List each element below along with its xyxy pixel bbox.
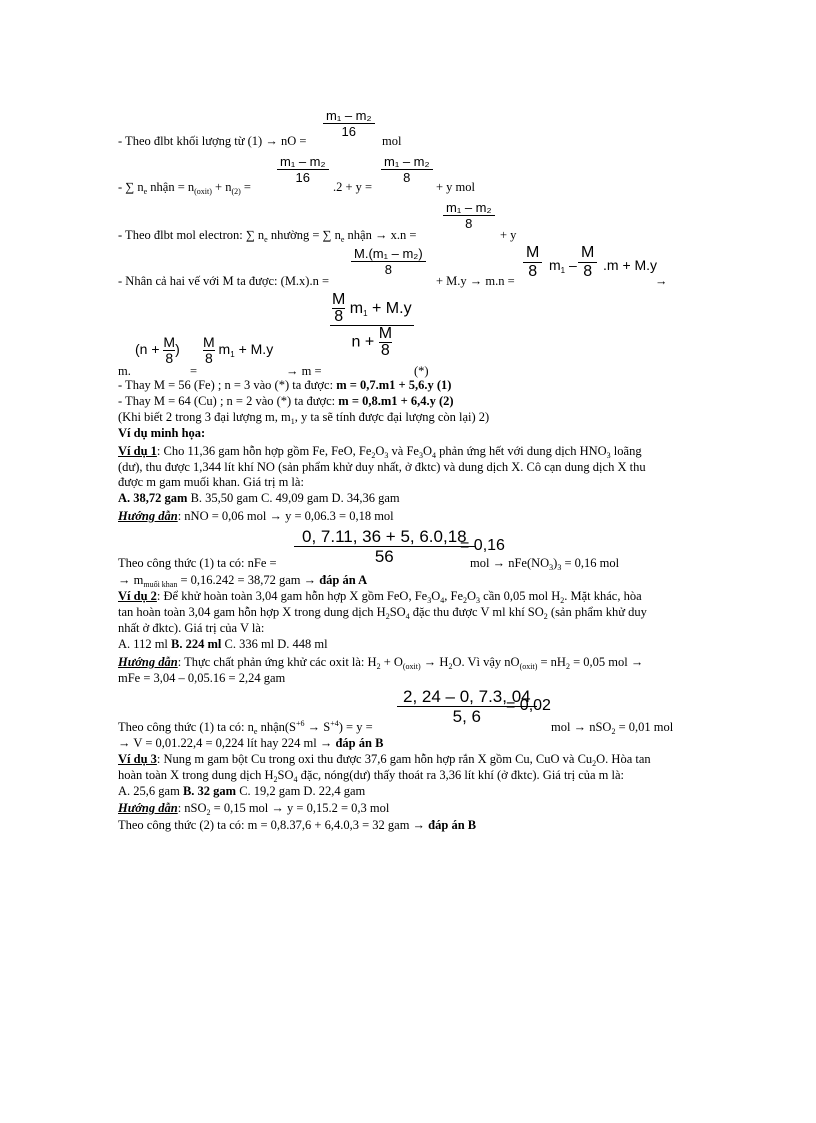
example-1-formula — [118, 556, 277, 571]
sub: 1 — [363, 308, 368, 318]
fraction-numerator: m₁ – m₂ — [277, 154, 329, 170]
text: = 0,16 — [460, 537, 505, 554]
text: mol — [382, 134, 402, 148]
text: . Mặt khác, hòa — [564, 589, 642, 603]
guide-label: Hướng dẫn — [118, 509, 178, 523]
fraction-big-formula — [330, 292, 414, 359]
text: : — [201, 426, 206, 440]
sub: 2 — [206, 808, 211, 817]
example-1-result — [118, 573, 367, 588]
guide-label: Hướng dẫn — [118, 801, 178, 815]
fraction-denominator: 16 — [295, 170, 310, 185]
line-multiply-M — [118, 274, 329, 289]
fraction-denominator: 8 — [528, 263, 538, 280]
fraction-m1-m2-over-8-b — [443, 200, 495, 231]
text: O. Vì vậy nO — [452, 655, 520, 669]
fraction-denominator: 5, 6 — [452, 707, 481, 726]
text: = nH — [537, 655, 566, 669]
example-label: Ví dụ 2 — [118, 589, 157, 603]
example-1-line-3 — [118, 475, 304, 490]
fraction-denominator: 8 — [403, 170, 411, 185]
fraction-m1-m2-over-8 — [381, 154, 433, 185]
text-arrow-m — [286, 364, 322, 379]
example-2-formula — [118, 720, 373, 735]
text: = — [240, 180, 251, 194]
line-note — [118, 410, 489, 425]
text: Theo công thức (1) ta có: nFe = — [118, 556, 277, 570]
sub: 1 — [560, 266, 566, 275]
text: = 0,16 mol — [561, 556, 620, 570]
answer-correct: A. 38,72 gam — [118, 491, 188, 505]
arrow-right — [655, 274, 668, 289]
text: = 0,16.242 = 38,72 gam → — [177, 573, 320, 587]
expression-n-plus-M8: (n + $\frac{M}{8}$ ) — [135, 334, 180, 366]
text: O — [375, 444, 385, 458]
text: Theo công thức (2) ta có: m = 0,8.37,6 + 6,4.0,3 = 32 gam → — [118, 818, 429, 832]
sub: 1 — [290, 417, 295, 426]
text: → m — [118, 573, 144, 587]
fraction-numerator: m₁ – m₂ — [381, 154, 433, 170]
answer-correct: B. 32 gam — [182, 784, 237, 798]
example-2-guide-b — [118, 671, 285, 686]
example-3-answers — [118, 784, 365, 799]
fraction-denominator: 8 — [384, 262, 392, 277]
example-2-result — [118, 736, 383, 751]
text: C. 336 ml D. 448 ml — [221, 637, 328, 651]
text: mFe = 3,04 – 0,05.16 = 2,24 gam — [118, 671, 286, 685]
sub: 3 — [427, 596, 432, 605]
text: mol → nSO — [551, 720, 612, 734]
fraction-numerator: m₁ – m₂ — [443, 200, 495, 216]
text-m-dot — [118, 364, 131, 379]
sub: 2 — [273, 775, 278, 784]
sub: 2 — [543, 612, 548, 621]
text: - Thay M = 64 (Cu) ; n = 2 vào (*) ta được: — [118, 394, 339, 408]
text: = 0,02 — [506, 697, 551, 714]
sub: 4 — [405, 612, 410, 621]
answer: đáp án B — [335, 736, 384, 750]
example-label: Ví dụ 1 — [118, 444, 157, 458]
sub: 2 — [592, 759, 597, 768]
text-plus-My — [436, 274, 515, 289]
sup: +6 — [296, 719, 305, 728]
text-times-two — [333, 180, 372, 195]
sub: 2 — [448, 662, 453, 671]
fraction-fe — [294, 527, 475, 566]
example-1-guide — [118, 509, 394, 524]
text: - ∑ n — [118, 180, 144, 194]
text: và Fe — [388, 444, 419, 458]
text: + n — [211, 180, 232, 194]
text: , Fe — [444, 589, 463, 603]
text: → V = 0,01.22,4 = 0,224 lít hay 224 ml → — [118, 736, 336, 750]
text: nhận = n — [147, 180, 195, 194]
text: nhận(S — [257, 720, 297, 734]
fraction-numerator: 2, 24 – 0, 7.3, 04 — [397, 687, 537, 707]
text: , y ta sẽ tính được đại lượng còn lại) 2) — [294, 410, 490, 424]
text: - Theo đlbt mol electron: ∑ n — [118, 228, 265, 242]
text: : nNO = 0,06 mol → y = 0,06.3 = 0,18 mol — [177, 509, 394, 523]
sub: 3 — [418, 451, 423, 460]
text: → — [655, 274, 668, 288]
sub: muối khan — [143, 580, 178, 589]
example-2-line-1 — [118, 589, 642, 604]
fraction-numerator: m₁ – m₂ — [323, 108, 375, 124]
text-plus-y-mol — [436, 180, 475, 195]
formula-star — [414, 364, 429, 379]
sub: 4 — [432, 451, 437, 460]
sub: 3 — [384, 451, 389, 460]
fraction-denominator: 56 — [374, 547, 394, 566]
fraction-numerator: $\frac{M}{8}$ $m_1 + M.y$ — [332, 291, 412, 325]
unit-mol — [382, 134, 401, 149]
sub: 4 — [293, 775, 298, 784]
fraction-fe-result — [460, 538, 505, 553]
sub: 2 — [565, 662, 570, 671]
text: Ví dụ minh họa — [118, 426, 202, 440]
text: O — [422, 444, 433, 458]
sub: e — [143, 187, 148, 196]
example-2-formula-b — [551, 720, 673, 735]
fraction-numerator: M.(m₁ – m₂) — [351, 246, 426, 262]
sub: 4 — [440, 596, 445, 605]
text: mol → nFe(NO — [470, 556, 550, 570]
text: O — [431, 589, 441, 603]
text: - Nhân cả hai vế với M ta được: (M.x).n = — [118, 274, 330, 288]
line-cu-substitution — [118, 394, 454, 409]
text: đặc thu được V ml khí SO — [409, 605, 544, 619]
fraction-m1-m2-over-16 — [323, 108, 375, 139]
text: → H — [420, 655, 449, 669]
text: - Theo đlbt khối lượng từ (1) → nO = — [118, 134, 307, 148]
text: A. 25,6 gam — [118, 784, 183, 798]
text: : Nung m gam bột Cu trong oxi thu được 37,6 gam hỗn hợp rắn X gồm Cu, CuO và Cu — [156, 752, 593, 766]
example-2-line-3 — [118, 621, 264, 636]
text: tan hoàn toàn 3,04 gam hỗn hợp X trong dung dịch H — [118, 605, 386, 619]
expression-rhs-tail: .m + M.y — [603, 257, 658, 273]
text: nhất ở đktc). Giá trị của V là: — [118, 621, 265, 635]
text: hoàn toàn X trong dung dịch H — [118, 768, 274, 782]
text: SO — [277, 768, 294, 782]
text: m. — [118, 364, 131, 378]
example-2-answers — [118, 637, 328, 652]
fraction-denominator: 8 — [465, 216, 473, 231]
text: đặc, nóng(dư) thấy thoát ra 3,36 lít khí (ở đktc). Giá trị của m là: — [297, 768, 625, 782]
text: Theo công thức (1) ta có: n — [118, 720, 254, 734]
text: = — [190, 364, 198, 378]
text: C. 19,2 gam D. 22,4 gam — [236, 784, 366, 798]
text: B. 35,50 gam C. 49,09 gam D. 34,36 gam — [187, 491, 400, 505]
formula-1: m = 0,7.m1 + 5,6.y (1) — [336, 378, 452, 392]
text: + O — [380, 655, 403, 669]
example-1-line-1 — [118, 444, 642, 459]
example-3-formula — [118, 818, 476, 833]
text: → S — [304, 720, 331, 734]
answer: đáp án B — [428, 818, 477, 832]
text: ) = y = — [338, 720, 373, 734]
expression-M8-m1-My: $\frac{M}{8}$ $m_1 + M.y$ — [203, 334, 274, 366]
sub: (oxit) — [194, 187, 212, 196]
expression-rhs: $m_1$ – — [549, 257, 577, 275]
sub: 2 — [560, 596, 565, 605]
fraction-M-over-8-b — [578, 244, 597, 281]
text: → m = — [286, 364, 322, 378]
text: loãng — [610, 444, 642, 458]
example-1-line-2 — [118, 460, 646, 475]
example-2-line-2 — [118, 605, 647, 620]
text-plus-y — [500, 228, 516, 243]
fraction-m1-m2-over-16-b — [277, 154, 329, 185]
text: cần 0,05 mol H — [480, 589, 561, 603]
fraction-numerator: 0, 7.11, 36 + 5, 6.0,18 — [294, 527, 475, 547]
sub: 3 — [557, 563, 562, 572]
fraction-denominator: 16 — [341, 124, 356, 139]
line-electron-conservation — [118, 228, 416, 243]
example-1-answers — [118, 491, 400, 506]
text: phản ứng hết với dung dịch HNO — [436, 444, 607, 458]
text: O — [467, 589, 477, 603]
sub: (oxit) — [402, 662, 421, 671]
text: (sản phẩm khử duy — [547, 605, 647, 619]
heading-examples — [118, 426, 205, 441]
text: : Để khử hoàn toàn 3,04 gam hỗn hợp X gồm FeO, Fe — [156, 589, 428, 603]
sub: 3 — [476, 596, 481, 605]
text: O. Hòa tan — [596, 752, 651, 766]
sub: 3 — [549, 563, 554, 572]
text: .2 + y = — [333, 180, 373, 194]
example-3-line-1 — [118, 752, 651, 767]
sub: 2 — [376, 662, 381, 671]
text: = 0,15 mol → y = 0,15.2 = 0,3 mol — [210, 801, 390, 815]
text: (*) — [414, 364, 429, 378]
text: + y mol — [436, 180, 475, 194]
sub: (oxit) — [519, 662, 538, 671]
text: nhận → x.n = — [344, 228, 417, 242]
answer-correct: B. 224 ml — [171, 637, 222, 651]
line-fe-substitution — [118, 378, 451, 393]
fraction-M-m1-m2-over-8 — [351, 246, 426, 277]
fraction-numerator: M — [523, 244, 542, 263]
text: được m gam muối khan. Giá trị m là: — [118, 475, 304, 489]
sub: e — [340, 235, 345, 244]
fraction-numerator: M — [578, 244, 597, 263]
text: ) — [553, 556, 558, 570]
text: + M.y → m.n = — [436, 274, 515, 288]
sub: 2 — [385, 612, 390, 621]
example-3-guide — [118, 801, 389, 816]
example-label: Ví dụ 3 — [118, 752, 157, 766]
line-sum-received — [118, 180, 251, 195]
text: SO — [389, 605, 406, 619]
formula-2: m = 0,8.m1 + 6,4.y (2) — [338, 394, 454, 408]
answer: đáp án A — [319, 573, 368, 587]
fraction-denominator: 8 — [583, 263, 593, 280]
sub: 3 — [606, 451, 611, 460]
text: : Cho 11,36 gam hỗn hợp gồm Fe, FeO, Fe — [156, 444, 372, 458]
sub: (2) — [231, 187, 241, 196]
fraction-denominator: n + $\frac{M}{8}$ — [351, 325, 393, 359]
line-mass-conservation — [118, 134, 306, 149]
example-3-line-2 — [118, 768, 624, 783]
text: : nSO — [177, 801, 207, 815]
sub: 1 — [230, 350, 235, 360]
text: (Khi biết 2 trong 3 đại lượng m, m — [118, 410, 291, 424]
text: = 0,05 mol → — [569, 655, 644, 669]
sub: e — [264, 235, 268, 244]
text: + y — [500, 228, 517, 242]
sub: 2 — [371, 451, 376, 460]
guide-label: Hướng dẫn — [118, 655, 178, 669]
sub: 2 — [463, 596, 467, 605]
text: : Thực chất phản ứng khử các oxit là: H — [177, 655, 377, 669]
example-2-guide — [118, 655, 643, 670]
text: A. 112 ml — [118, 637, 172, 651]
text: (dư), thu được 1,344 lít khí NO (sản phẩm khử duy nhất, ở đktc) và dung dịch X. Cô cạn dung dịch X thu — [118, 460, 646, 474]
sub: e — [253, 727, 258, 736]
sub: 2 — [611, 727, 616, 736]
text: nhường = ∑ n — [267, 228, 341, 242]
text-equals — [190, 364, 197, 379]
text: - Thay M = 56 (Fe) ; n = 3 vào (*) ta được: — [118, 378, 337, 392]
example-1-formula-b — [470, 556, 619, 571]
text: = 0,01 mol — [615, 720, 674, 734]
fraction-M-over-8 — [523, 244, 542, 281]
fraction-so2-result — [506, 698, 551, 713]
sup: +4 — [330, 719, 339, 728]
